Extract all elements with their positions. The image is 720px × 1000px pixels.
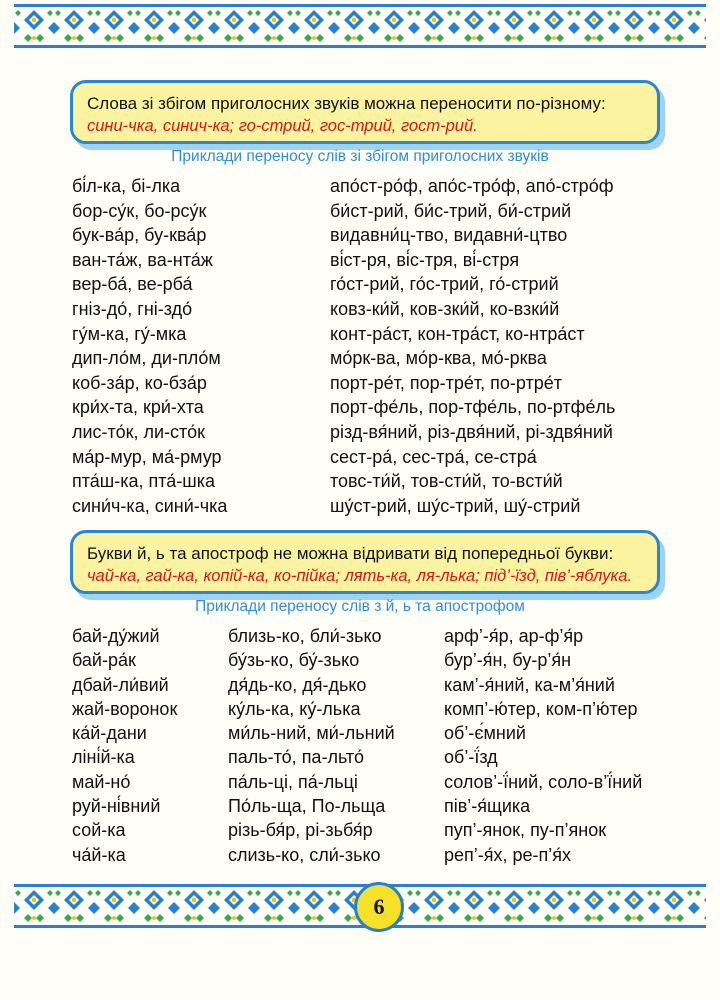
- list-item: різь-бя́р, рі-зьбя́р: [228, 820, 373, 841]
- list-item: різд-вя́ний, різ-двя́ний, рі-здвя́ний: [330, 421, 613, 442]
- list-item: реп’-я́х, ре-п’я́х: [444, 844, 572, 865]
- rule-box-consonant-cluster: [70, 80, 660, 144]
- list-item: кри́х-та, кри́-хта: [72, 397, 204, 418]
- consonant-examples-left-column: [72, 174, 227, 518]
- list-item: ковз-ки́й, ков-зки́й, ко-взки́й: [330, 298, 560, 319]
- list-item: бор-су́к, бо-рсу́к: [72, 200, 207, 221]
- list-item: лис-то́к, ли-сто́к: [72, 421, 205, 442]
- list-item: мо́рк-ва, мо́р-ква, мо́-рква: [330, 348, 547, 369]
- list-item: дип-ло́м, ди-пло́м: [72, 348, 221, 369]
- list-item: По́ль-ща, По-льща: [228, 796, 386, 817]
- page-number: 6: [354, 882, 404, 932]
- list-item: вер-ба́, ве-рба́: [72, 274, 193, 295]
- list-item: бур’-я́н, бу-р’я́н: [444, 650, 572, 671]
- soft-examples-column-1: [72, 624, 177, 867]
- list-item: ми́ль-ний, ми́-льний: [228, 723, 395, 744]
- list-item: сой-ка: [72, 820, 126, 841]
- list-item: коб-за́р, ко-бза́р: [72, 372, 207, 393]
- list-item: конт-ра́ст, кон-тра́ст, ко-нтра́ст: [330, 323, 585, 344]
- list-item: бук-ва́р, бу-ква́р: [72, 225, 207, 246]
- list-item: бай-ра́к: [72, 650, 136, 671]
- soft-examples-column-2: [228, 624, 395, 867]
- list-item: кам’-я́ний, ка-м’я́ний: [444, 674, 615, 695]
- list-item: ку́ль-ка, ку́-лька: [228, 698, 361, 719]
- list-item: па́ль-ці, па́-льці: [228, 771, 358, 792]
- list-item: сини́ч-ка, сини́-чка: [72, 495, 228, 516]
- list-item: ліні́й-ка: [72, 747, 135, 768]
- list-item: паль-то́, па-льто́: [228, 747, 364, 768]
- list-item: пта́ш-ка, пта́-шка: [72, 471, 216, 492]
- soft-examples-column-3: [444, 624, 642, 867]
- rule-example: сини-чка, синич-ка; го-стрий, гос-трий, гост-рий.: [87, 117, 478, 135]
- list-item: ча́й-ка: [72, 844, 126, 865]
- list-item: ван-та́ж, ва-нта́ж: [72, 249, 213, 270]
- list-item: арф’-я́р, ар-ф’я́р: [444, 626, 584, 646]
- rule-box-soft-sign-apostrophe: [70, 530, 660, 594]
- list-item: ма́р-мур, ма́-рмур: [72, 446, 222, 467]
- section-title-consonant-examples: Приклади переносу слів зі збігом приголосних звуків: [171, 148, 549, 165]
- list-item: ка́й-дани: [72, 723, 147, 744]
- list-item: близь-ко, бли́-зько: [228, 626, 382, 646]
- list-item: слизь-ко, сли́-зько: [228, 844, 381, 865]
- list-item: бі́л-ка, бі-лка: [72, 176, 181, 196]
- list-item: апо́ст-ро́ф, апо́с-тро́ф, апо́-стро́ф: [330, 176, 614, 196]
- rule-text: Слова зі збігом приголосних звуків можна переносити по-різному:: [87, 94, 606, 113]
- list-item: порт-фе́ль, пор-тфе́ль, по-ртфе́ль: [330, 397, 616, 418]
- list-item: сест-ра́, сес-тра́, се-стра́: [330, 446, 537, 467]
- list-item: шу́ст-рий, шу́с-трий, шу́-стрий: [330, 495, 581, 516]
- list-item: товс-ти́й, тов-сти́й, то-вcти́й: [330, 471, 563, 492]
- list-item: жай-воронок: [72, 698, 178, 719]
- list-item: ві́ст-ря, ві́с-тря, ві́-стря: [330, 249, 520, 270]
- list-item: об’-ї́зд: [444, 747, 498, 768]
- list-item: бу́зь-ко, бу́-зько: [228, 650, 360, 671]
- list-item: дя́дь-ко, дя́-дько: [228, 674, 367, 695]
- list-item: солов’-ї́ний, соло-в’ї́ний: [444, 771, 643, 792]
- list-item: бай-ду́жий: [72, 626, 160, 646]
- list-item: май-но́: [72, 771, 131, 792]
- decorative-ornament-border-top: [14, 4, 706, 48]
- rule-text: Букви й, ь та апостроф не можна відривати від попередньої букви:: [87, 544, 614, 563]
- list-item: об’-є́мний: [444, 723, 526, 744]
- list-item: би́ст-рий, би́с-трий, би́-стрий: [330, 200, 572, 221]
- list-item: видавни́ц-тво, видавни́-цтво: [330, 225, 568, 246]
- list-item: порт-ре́т, пор-тре́т, по-ртре́т: [330, 372, 563, 393]
- list-item: гу́м-ка, гу́-мка: [72, 323, 187, 344]
- consonant-examples-right-column: [330, 174, 615, 518]
- list-item: гніз-до́, гні-здо́: [72, 298, 193, 319]
- list-item: комп’-ю́тер, ком-п’ю́тер: [444, 698, 638, 719]
- list-item: пів’-я́щика: [444, 796, 531, 817]
- section-title-soft-sign-examples: Приклади переносу слів з й, ь та апострофом: [195, 598, 525, 615]
- list-item: пуп’-янок, пу-п’янок: [444, 820, 607, 841]
- rule-example: чай-ка, гай-ка, копій-ка, ко-пійка; лять-ка, ля-лька; під’-їзд, пів’-яблука.: [87, 567, 633, 585]
- list-item: дбай-ли́вий: [72, 674, 169, 695]
- list-item: го́ст-рий, го́с-трий, го́-стрий: [330, 274, 559, 295]
- list-item: руй-ні́вний: [72, 796, 161, 817]
